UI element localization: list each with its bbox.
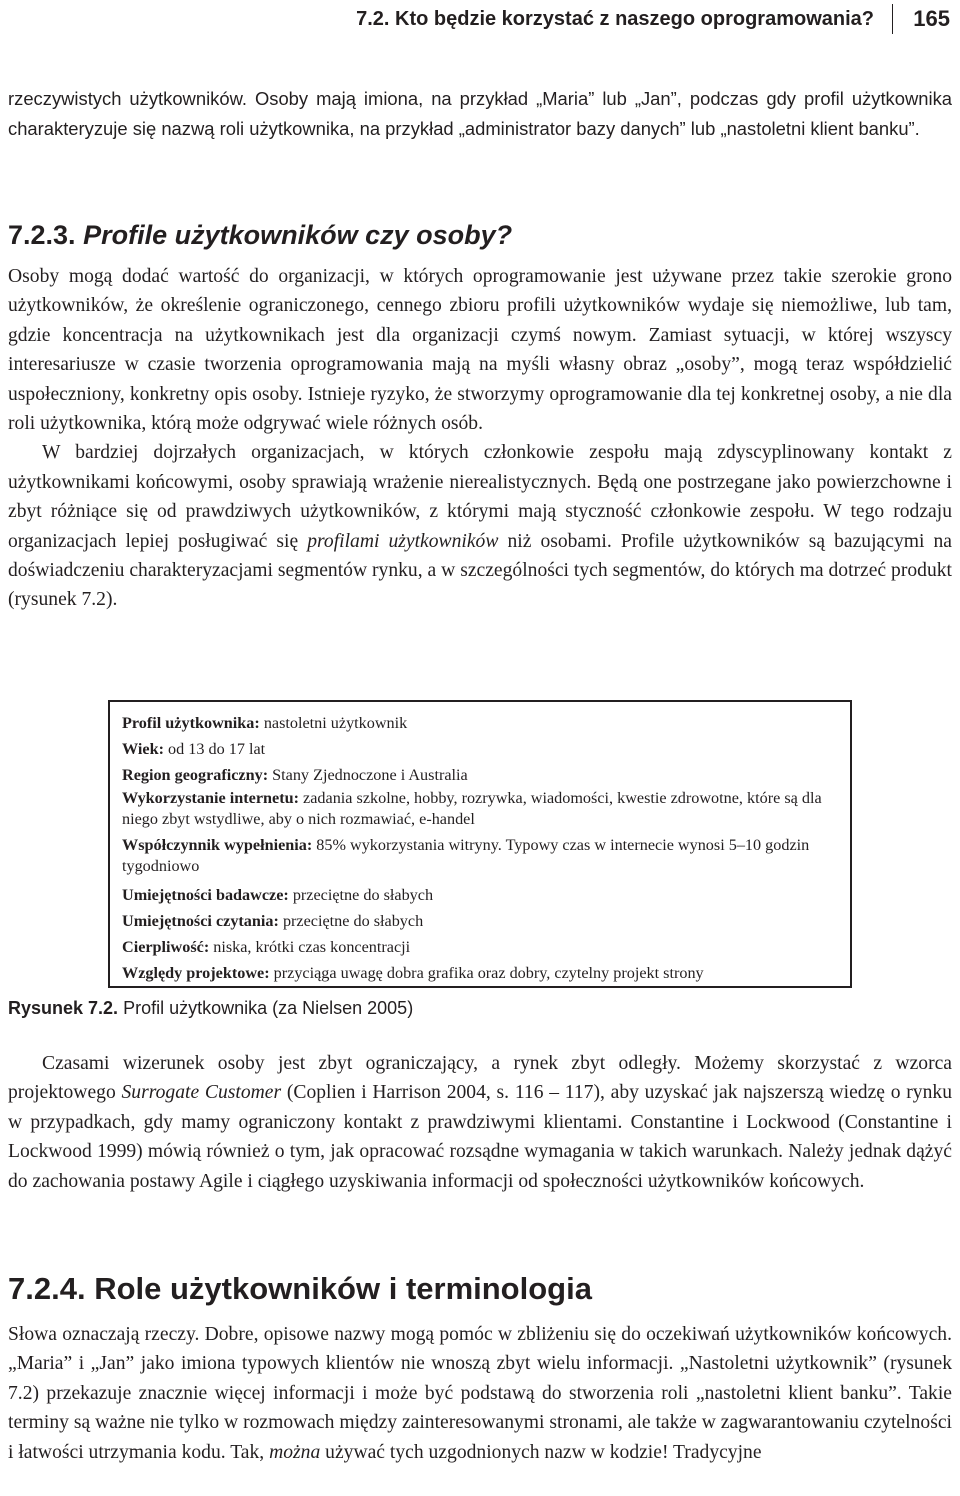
field-value: Stany Zjednoczone i Australia bbox=[268, 766, 468, 784]
text-run: używać tych uzgodnionych nazw w kodzie! Tradycyjne bbox=[320, 1441, 762, 1463]
caption-text: Profil użytkownika (za Nielsen 2005) bbox=[118, 998, 414, 1018]
field-value: zadania szkolne, hobby, rozrywka, wiadomości, kwestie zdrowotne, które są dla niego zbyt wstydliwe, aby o nich rozmawiać, e-handel bbox=[122, 789, 822, 828]
body-paragraph bbox=[8, 1320, 952, 1467]
section-heading-7-2-3 bbox=[8, 220, 512, 251]
text-run: Słowa oznaczają rzeczy. Dobre, opisowe nazwy mogą pomóc w zbliżeniu się do oczekiwań użytkowników końcowych. „Maria” i „Jan” jako imiona typowych klientów nie wnoszą zbyt wielu informacji. „Nastoletni użytkownik” (rysunek 7.2) przekazuje znacznie więcej informacji i może być podstawą do stworzenia roli „nastoletni klient banku”. Takie terminy są ważne nie tylko w rozmowach między zainteresowanymi stronami, ale także w zagwarantowaniu czytelności i łatwości utrzymania kodu. Tak, bbox=[8, 1324, 952, 1463]
section-7-2-4-body bbox=[8, 1320, 952, 1467]
intro-paragraph bbox=[8, 84, 952, 143]
field-value: przyciąga uwagę dobra grafika oraz dobry, czytelny projekt strony bbox=[269, 964, 704, 982]
figure-row bbox=[122, 835, 838, 877]
text-run: (Coplien i Harrison 2004, s. 116 – 117), aby uzyskać jak najszerszą wiedzę o rynku w przypadkach, gdy mamy ograniczony kontakt z prawdziwymi klientami. Constantine i Lockwood (Constantine i Lockwood 1999) mówią również o tym, jak opracować rozsądne wymagania w takich warunkach. Należy jednak dążyć do zachowania postawy Agile i ciągłego uzyskiwania informacji od społeczności użytkowników końcowych. bbox=[8, 1082, 952, 1192]
figure-row bbox=[122, 710, 838, 736]
emphasis-text: profilami użytkowników bbox=[307, 530, 499, 552]
section-title: Role użytkowników i terminologia bbox=[94, 1271, 592, 1306]
user-profile-figure bbox=[108, 700, 852, 988]
field-label: Względy projektowe: bbox=[122, 964, 270, 982]
section-title: Profile użytkowników czy osoby? bbox=[83, 220, 513, 250]
section-7-2-3-body bbox=[8, 262, 952, 615]
figure-row bbox=[122, 908, 838, 934]
field-label: Wykorzystanie internetu: bbox=[122, 789, 299, 807]
section-number: 7.2.3. bbox=[8, 220, 76, 250]
field-label: Umiejętności czytania: bbox=[122, 912, 279, 930]
figure-row bbox=[122, 882, 838, 908]
field-value: przeciętne do słabych bbox=[288, 886, 434, 904]
figure-row bbox=[122, 736, 838, 762]
text-run: W bardziej dojrzałych organizacjach, w których członkowie zespołu mają zdyscyplinowany kontakt z użytkownikami końcowymi, osoby sprawiają wrażenie nierealistycznych. Będą one postrzegane jako powierzchowne i zbyt różniące się od prawdziwych użytkowników, z którymi mają styczność członkowie zespołu. W tego rodzaju organizacjach lepiej posługiwać się bbox=[8, 442, 952, 552]
body-paragraph: Osoby mogą dodać wartość do organizacji, w których oprogramowanie jest używane przez takie szerokie grono użytkowników, że określenie ograniczonego, cennego zbioru profili użytkowników wydaje się niemożliwe, lub tam, gdzie koncentracja na użytkownikach jest dla organizacji czymś nowym. Zamiast sytuacji, w której wszyscy interesariusze w czasie tworzenia oprogramowania mają na myśli własny obraz „osoby”, mogą teraz współdzielić uspołeczniony, konkretny opis osoby. Istnieje ryzyko, że stworzymy oprogramowanie dla tej konkretnej osoby, a nie dla roli użytkownika, którą może odgrywać wiele różnych osób. bbox=[8, 266, 952, 435]
page-number: 165 bbox=[913, 6, 950, 31]
figure-row bbox=[122, 960, 838, 986]
section-number: 7.2.4. bbox=[8, 1271, 86, 1306]
body-paragraph bbox=[8, 438, 952, 614]
section-heading-7-2-4 bbox=[8, 1271, 592, 1307]
intro-paragraph-text: rzeczywistych użytkowników. Osoby mają imiona, na przykład „Maria” lub „Jan”, podczas gdy profil użytkownika charakteryzuje się nazwą roli użytkownika, na przykład „administrator bazy danych” lub „nastoletni klient banku”. bbox=[8, 88, 952, 139]
header-divider bbox=[892, 4, 893, 34]
caption-number: Rysunek 7.2. bbox=[8, 998, 119, 1018]
field-value: przeciętne do słabych bbox=[278, 912, 424, 930]
body-paragraph bbox=[8, 1049, 952, 1196]
field-label: Cierpliwość: bbox=[122, 938, 210, 956]
text-run: Czasami wizerunek osoby jest zbyt ograniczający, a rynek zbyt odległy. Możemy skorzystać z wzorca projektowego bbox=[8, 1053, 952, 1104]
field-label: Profil użytkownika: bbox=[122, 714, 260, 732]
emphasis-text: można bbox=[269, 1441, 321, 1463]
field-value: niska, krótki czas koncentracji bbox=[209, 938, 411, 956]
field-label: Region geograficzny: bbox=[122, 766, 269, 784]
field-label: Umiejętności badawcze: bbox=[122, 886, 289, 904]
emphasis-text: Surrogate Customer bbox=[121, 1082, 282, 1104]
figure-row bbox=[122, 934, 838, 960]
running-header-title: 7.2. Kto będzie korzystać z naszego oprogramowania? bbox=[356, 8, 874, 30]
figure-row bbox=[122, 762, 838, 788]
field-label: Współczynnik wypełnienia: bbox=[122, 836, 313, 854]
field-value: od 13 do 17 lat bbox=[163, 740, 266, 758]
field-value: nastoletni użytkownik bbox=[259, 714, 408, 732]
running-header bbox=[0, 4, 960, 36]
figure-caption bbox=[8, 998, 413, 1019]
field-label: Wiek: bbox=[122, 740, 164, 758]
paragraph-after-figure bbox=[8, 1049, 952, 1196]
figure-row bbox=[122, 788, 838, 830]
text-run: niż osobami. Profile użytkowników są bazującymi na doświadczeniu charakteryzacjami segmentów rynku, a w szczególności tych segmentów, do których ma dotrzeć produkt (rysunek 7.2). bbox=[8, 530, 952, 611]
field-value: 85% wykorzystania witryny. Typowy czas w internecie wynosi 5–10 godzin tygodniowo bbox=[122, 836, 810, 875]
